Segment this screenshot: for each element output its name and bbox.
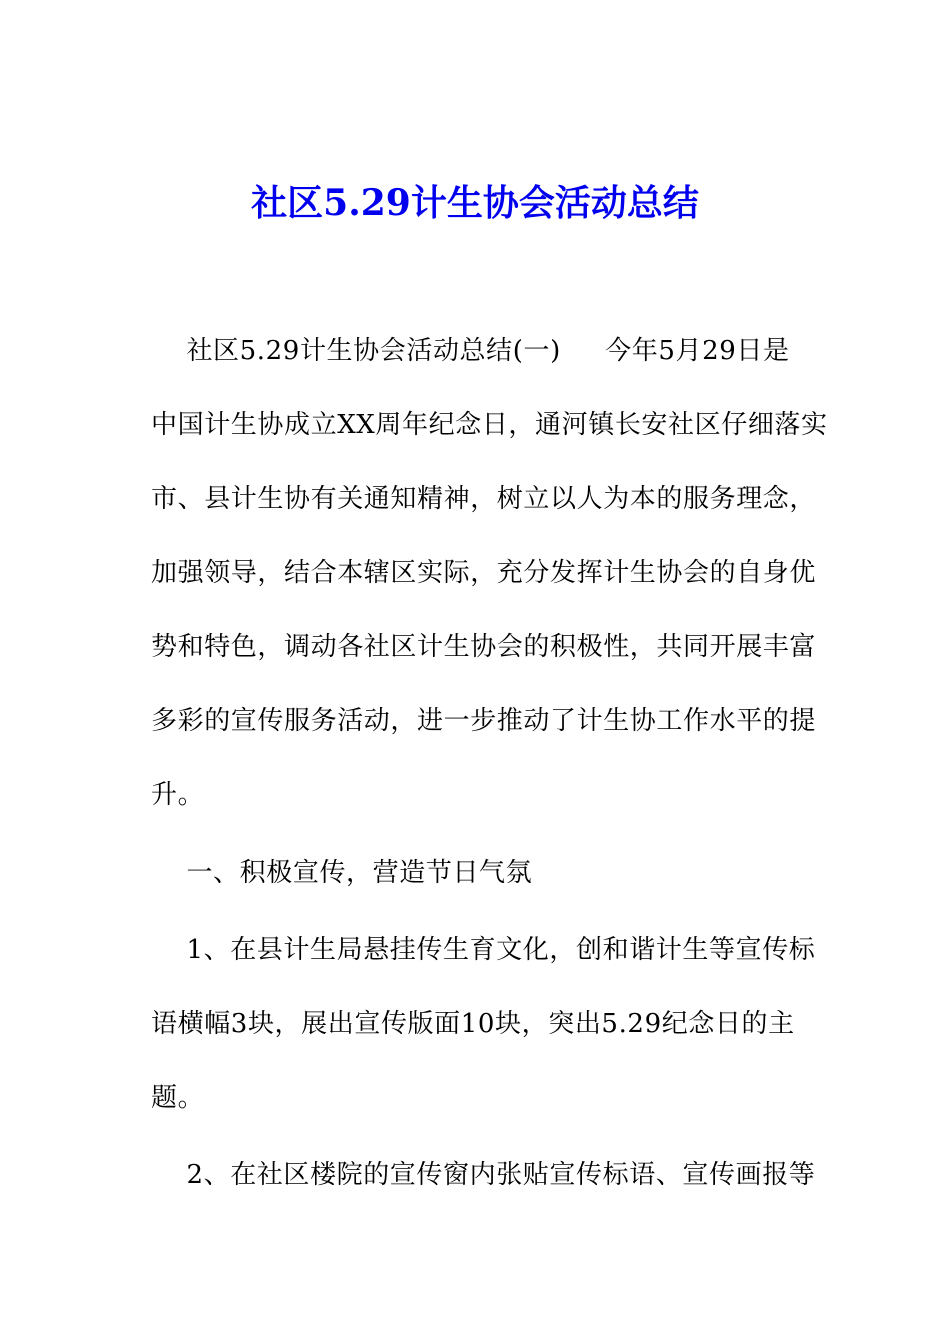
body-line: 中国计生协成立XX周年纪念日，通河镇长安社区仔细落实	[151, 410, 828, 440]
body-line: 1、在县计生局悬挂传生育文化，创和谐计生等宣传标	[151, 935, 816, 965]
section-heading: 一、积极宣传，营造节日气氛	[151, 858, 533, 888]
document-title: 社区5.29计生协会活动总结	[251, 182, 699, 224]
body-line: 语横幅3块，展出宣传版面10块，突出5.29纪念日的主	[151, 1009, 795, 1039]
body-line: 2、在社区楼院的宣传窗内张贴宣传标语、宣传画报等	[151, 1160, 816, 1190]
body-line: 多彩的宣传服务活动，进一步推动了计生协工作水平的提	[151, 706, 817, 736]
body-line: 题。	[151, 1083, 205, 1113]
body-line: 社区5.29计生协会活动总结(一) 今年5月29日是	[151, 336, 790, 366]
body-line: 升。	[151, 780, 205, 810]
body-line: 市、县计生协有关通知精神，树立以人为本的服务理念，	[151, 484, 817, 514]
body-line: 加强领导，结合本辖区实际，充分发挥计生协会的自身优	[151, 558, 817, 588]
body-line: 势和特色，调动各社区计生协会的积极性，共同开展丰富	[151, 632, 817, 662]
